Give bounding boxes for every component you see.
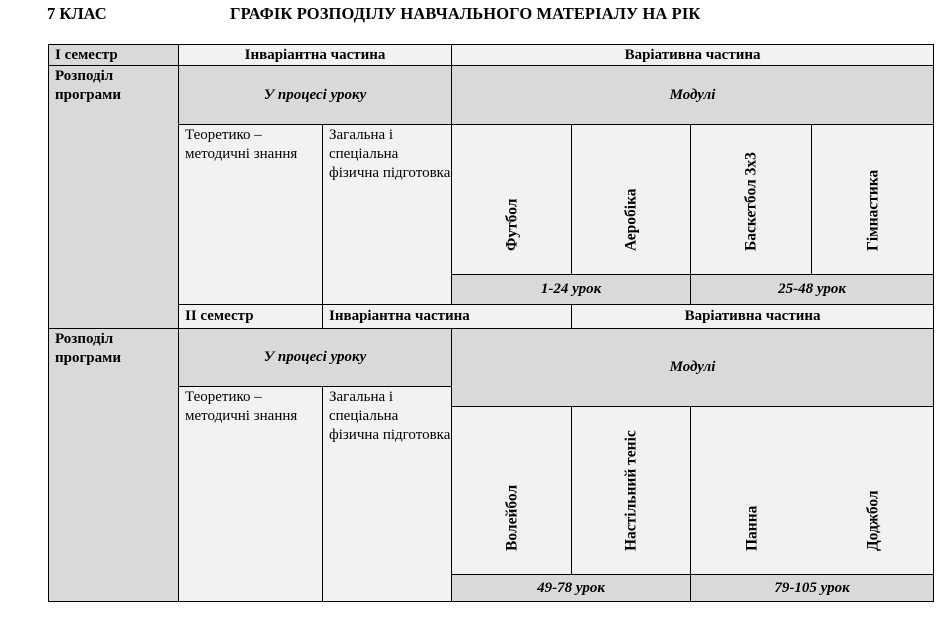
module-name: Аеробіка: [622, 188, 640, 251]
semester2-in-lesson: У процесі уроку: [179, 329, 452, 387]
semester2-invariant-header: Інваріантна частина: [323, 305, 572, 329]
semester2-module-volleyball: [452, 407, 572, 575]
semester1-distribution-label: Розподіл програми: [49, 66, 179, 329]
module-name: Баскетбол 3х3: [742, 152, 760, 251]
semester1-module-basketball: [691, 125, 812, 275]
semester2-variative-header: Варіативна частина: [572, 305, 934, 329]
semester1-module-gymnastics: [812, 125, 934, 275]
semester1-module-aerobics: [572, 125, 691, 275]
module-name: Доджбол: [864, 490, 882, 551]
semester1-lessons-range-2: 25-48 урок: [691, 275, 934, 305]
module-name: Настільний теніс: [622, 430, 640, 551]
module-name: Панна: [743, 505, 761, 551]
semester1-lessons-range-1: 1-24 урок: [452, 275, 691, 305]
semester2-lessons-range-1: 49-78 урок: [452, 575, 691, 602]
module-name: Волейбол: [503, 484, 521, 551]
semester1-variative-header: Варіативна частина: [452, 45, 934, 66]
semester1-invariant-header: Інваріантна частина: [179, 45, 452, 66]
semester1-theory-cell: Теоретико – методичні знання: [179, 125, 323, 305]
schedule-table: [48, 44, 934, 602]
module-name: Футбол: [503, 198, 521, 251]
semester2-module-table-tennis: [572, 407, 691, 575]
grade-label: 7 КЛАС: [47, 4, 107, 23]
module-name: Гімнастика: [864, 169, 882, 251]
semester1-module-football: [452, 125, 572, 275]
semester2-theory-cell: Теоретико – методичні знання: [179, 387, 323, 602]
semester2-distribution-label: Розподіл програми: [49, 329, 179, 602]
semester2-modules: Модулі: [452, 329, 934, 407]
semester1-label: І семестр: [49, 45, 179, 66]
semester1-modules: Модулі: [452, 66, 934, 125]
semester1-training-cell: Загальна і спеціальна фізична підготовка: [323, 125, 452, 305]
semester2-training-cell: Загальна і спеціальна фізична підготовка: [323, 387, 452, 602]
page-title: ГРАФІК РОЗПОДІЛУ НАВЧАЛЬНОГО МАТЕРІАЛУ НА РІК: [230, 4, 701, 23]
semester2-label: ІІ семестр: [179, 305, 323, 329]
semester2-lessons-range-2: 79-105 урок: [691, 575, 934, 602]
semester2-module-panna-dodgeball: [691, 407, 934, 575]
semester1-in-lesson: У процесі уроку: [179, 66, 452, 125]
